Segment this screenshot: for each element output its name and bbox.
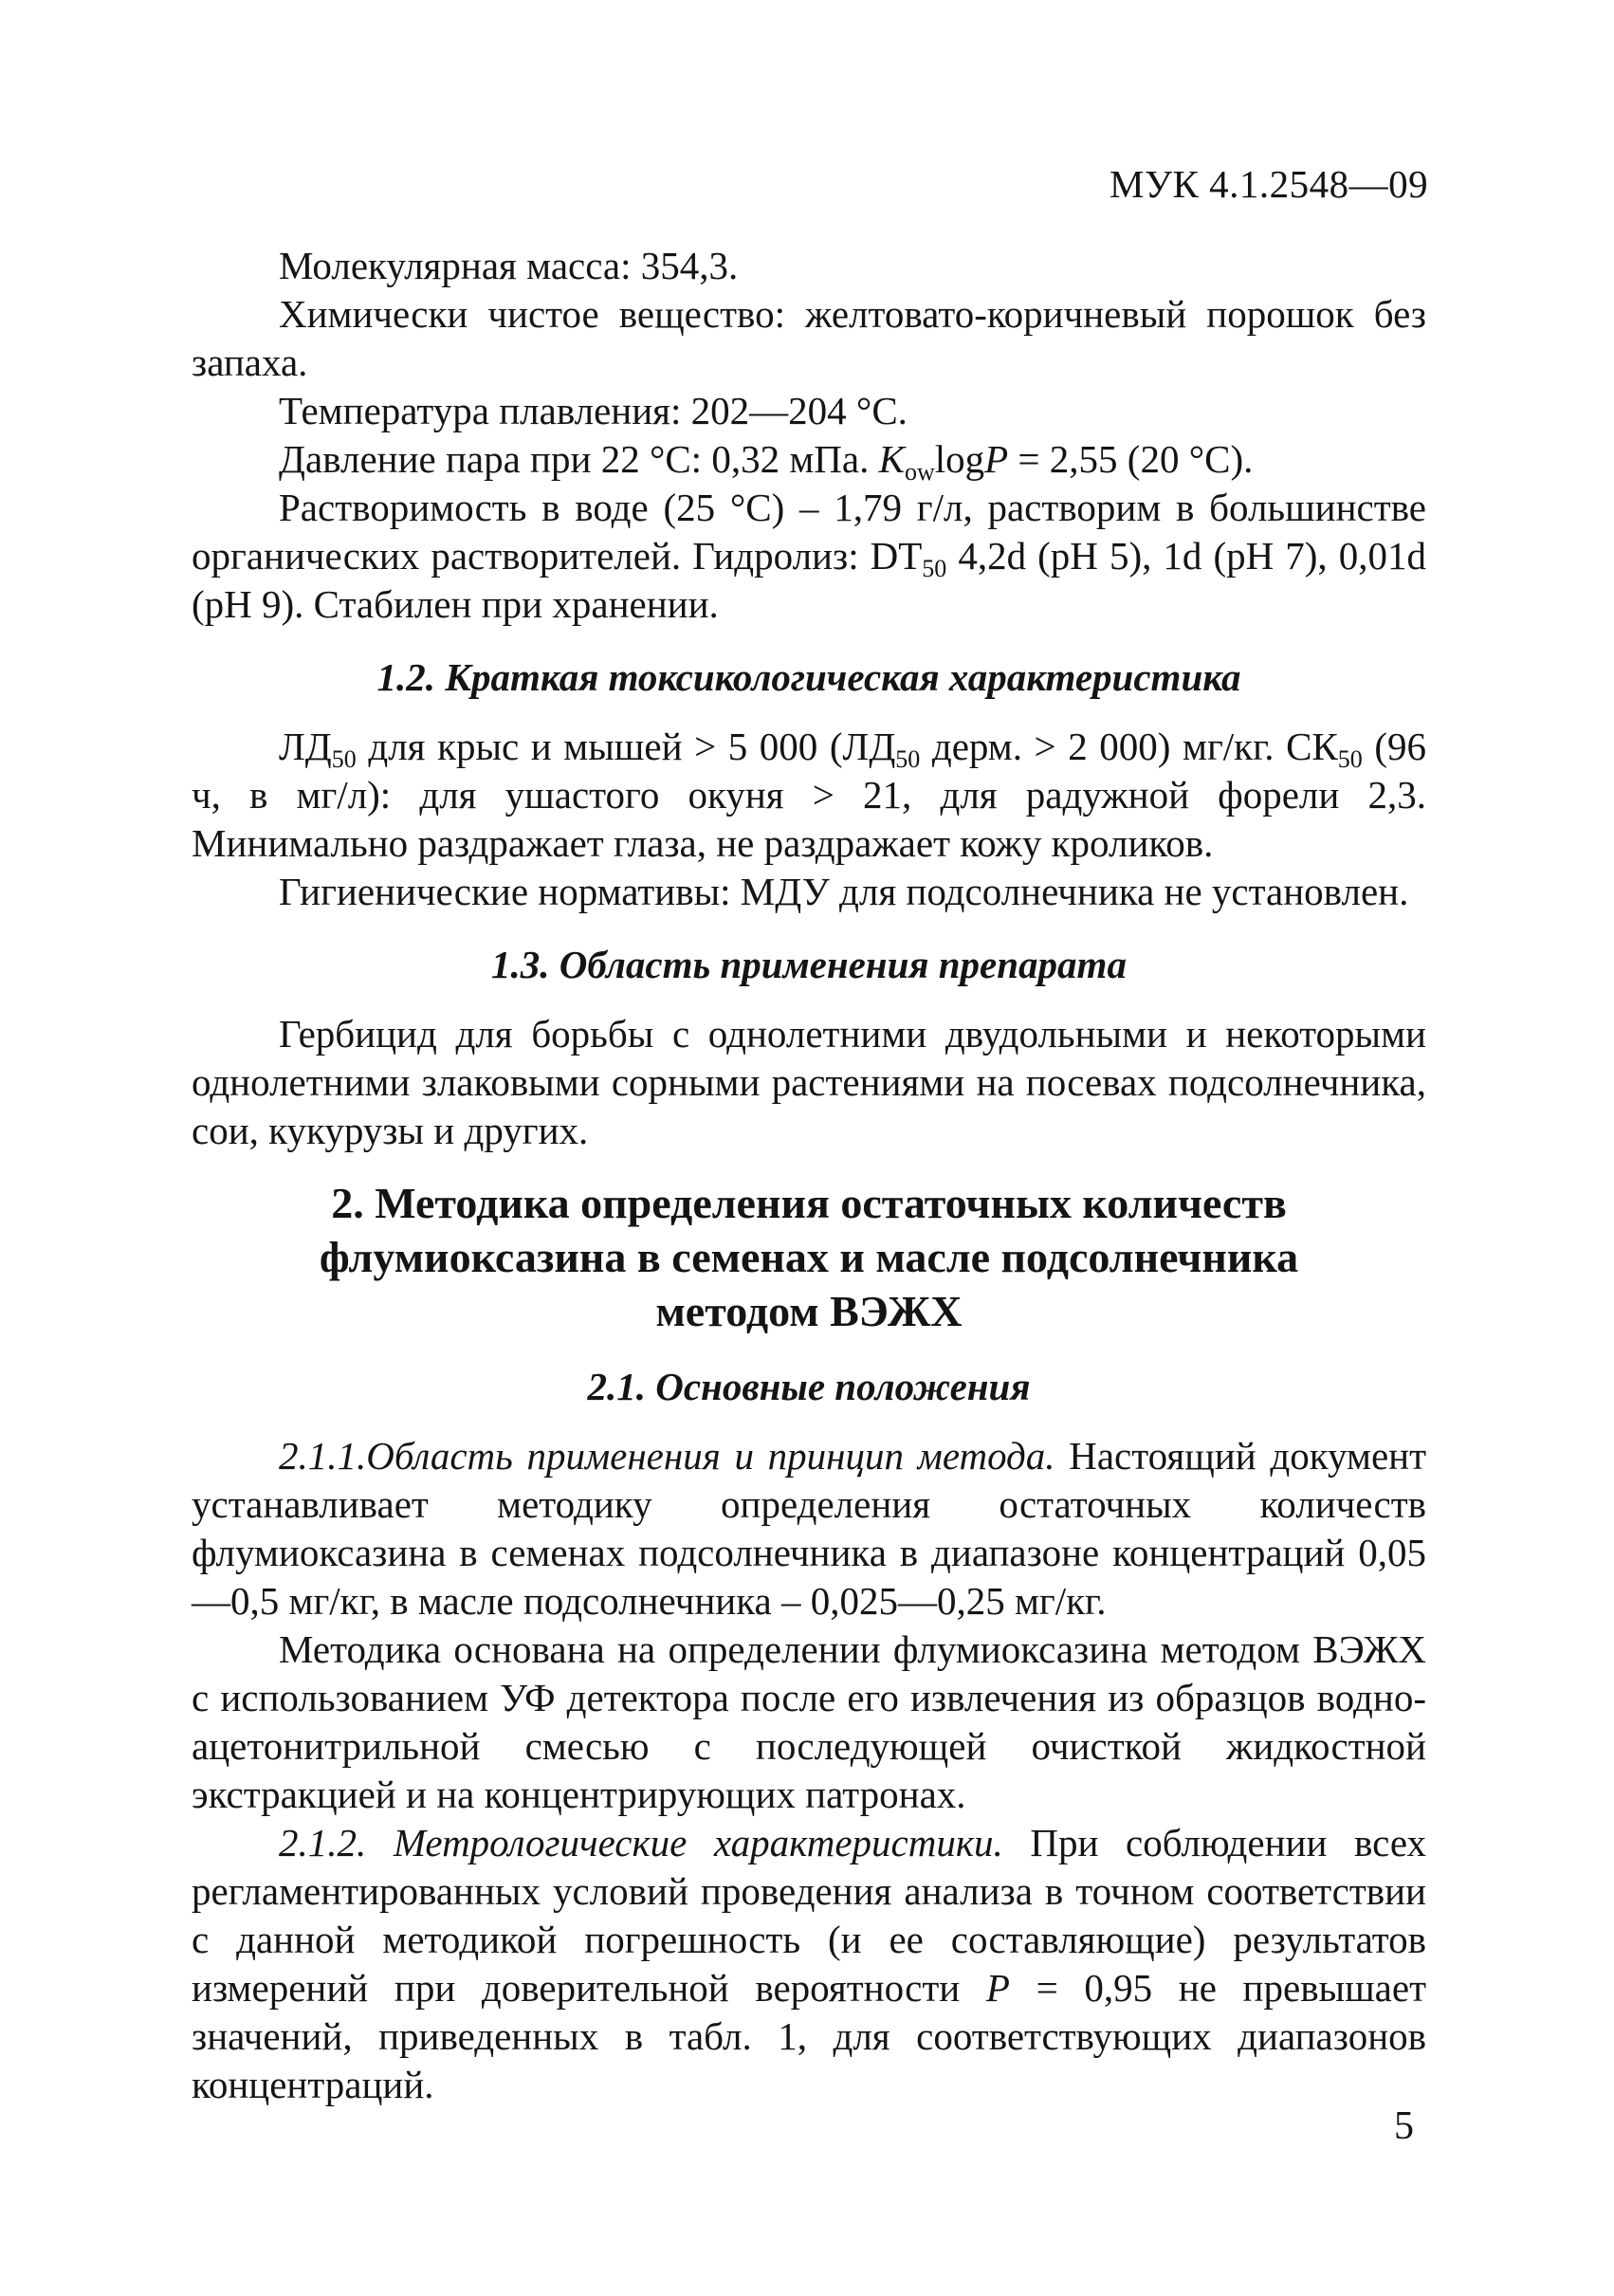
method-basis-paragraph: Методика основана на определении флумиоксазина методом ВЭЖХ с использованием УФ детектора после его извлечения из образцов водно-ацетонитрильной смесью с последующей очисткой жидкостной экстракцией и на концентрирующих патронах. xyxy=(192,1627,1426,1816)
document-code: МУК 4.1.2548—09 xyxy=(1110,162,1429,206)
scope-paragraph: 2.1.1.Область применения и принцип метода. Настоящий документ устанавливает методику определения остаточных количеств флумиоксазина в семенах подсолнечника в диапазоне концентраций 0,05—0,5 мг/кг, в масле подсолнечника – 0,025—0,25 мг/кг. xyxy=(192,1434,1427,1623)
melting-point: Температура плавления: 202—204 °C. xyxy=(279,389,908,432)
vapor-pressure: Давление пара при 22 °C: 0,32 мПа. $K_{ow}\log P = 2,55$ (20 °C). xyxy=(279,437,1254,486)
document-body xyxy=(192,242,1426,2109)
section-1-3-title: 1.3. Область применения препарата xyxy=(491,943,1127,986)
pure-substance-description: Химически чистое вещество: желтовато-коричневый порошок без запаха. xyxy=(192,292,1426,384)
solubility-paragraph: Растворимость в воде (25 °C) – 1,79 г/л, растворим в большинстве органических растворителей. Гидролиз: $DT_{50}$ 4,2d (pH 5), 1d (pH 7), 0,01d (pH 9). Стабилен при хранении. xyxy=(192,486,1426,626)
page-number: 5 xyxy=(1394,2104,1414,2148)
toxicity-paragraph: $ЛД_{50}$ для крыс и мышей > 5 000 ($ЛД_{50}$ дерм. > 2 000) мг/кг. $СК_{50}$ (96 ч, в мг/л): для ушастого окуня > 21, для радужной форели 2,3. Минимально раздражает глаза, не раздражает кожу кроликов. xyxy=(192,725,1426,865)
section-1-2-title: 1.2. Краткая токсикологическая характеристика xyxy=(376,655,1241,699)
section-2-1-title: 2.1. Основные положения xyxy=(587,1365,1031,1408)
metrology-paragraph: 2.1.2. Метрологические характеристики. При соблюдении всех регламентированных условий проведения анализа в точном соответствии с данной методикой погрешность (и ее составляющие) результатов измерений при доверительной вероятности P = 0,95 не превышает значений, приведенных в табл. 1, для соответствующих диапазонов концентраций. xyxy=(192,1821,1426,2106)
molecular-mass: Молекулярная масса: 354,3. xyxy=(279,244,739,287)
section-2-title: 2. Методика определения остаточных количеств флумиоксазина в семенах и масле подсолнечника методом ВЭЖХ xyxy=(319,1179,1299,1335)
hygienic-norms: Гигиенические нормативы: МДУ для подсолнечника не установлен. xyxy=(279,870,1409,913)
application-paragraph: Гербицид для борьбы с однолетними двудольными и некоторыми однолетними злаковыми сорными растениями на посевах подсолнечника, сои, кукурузы и других. xyxy=(192,1012,1426,1152)
